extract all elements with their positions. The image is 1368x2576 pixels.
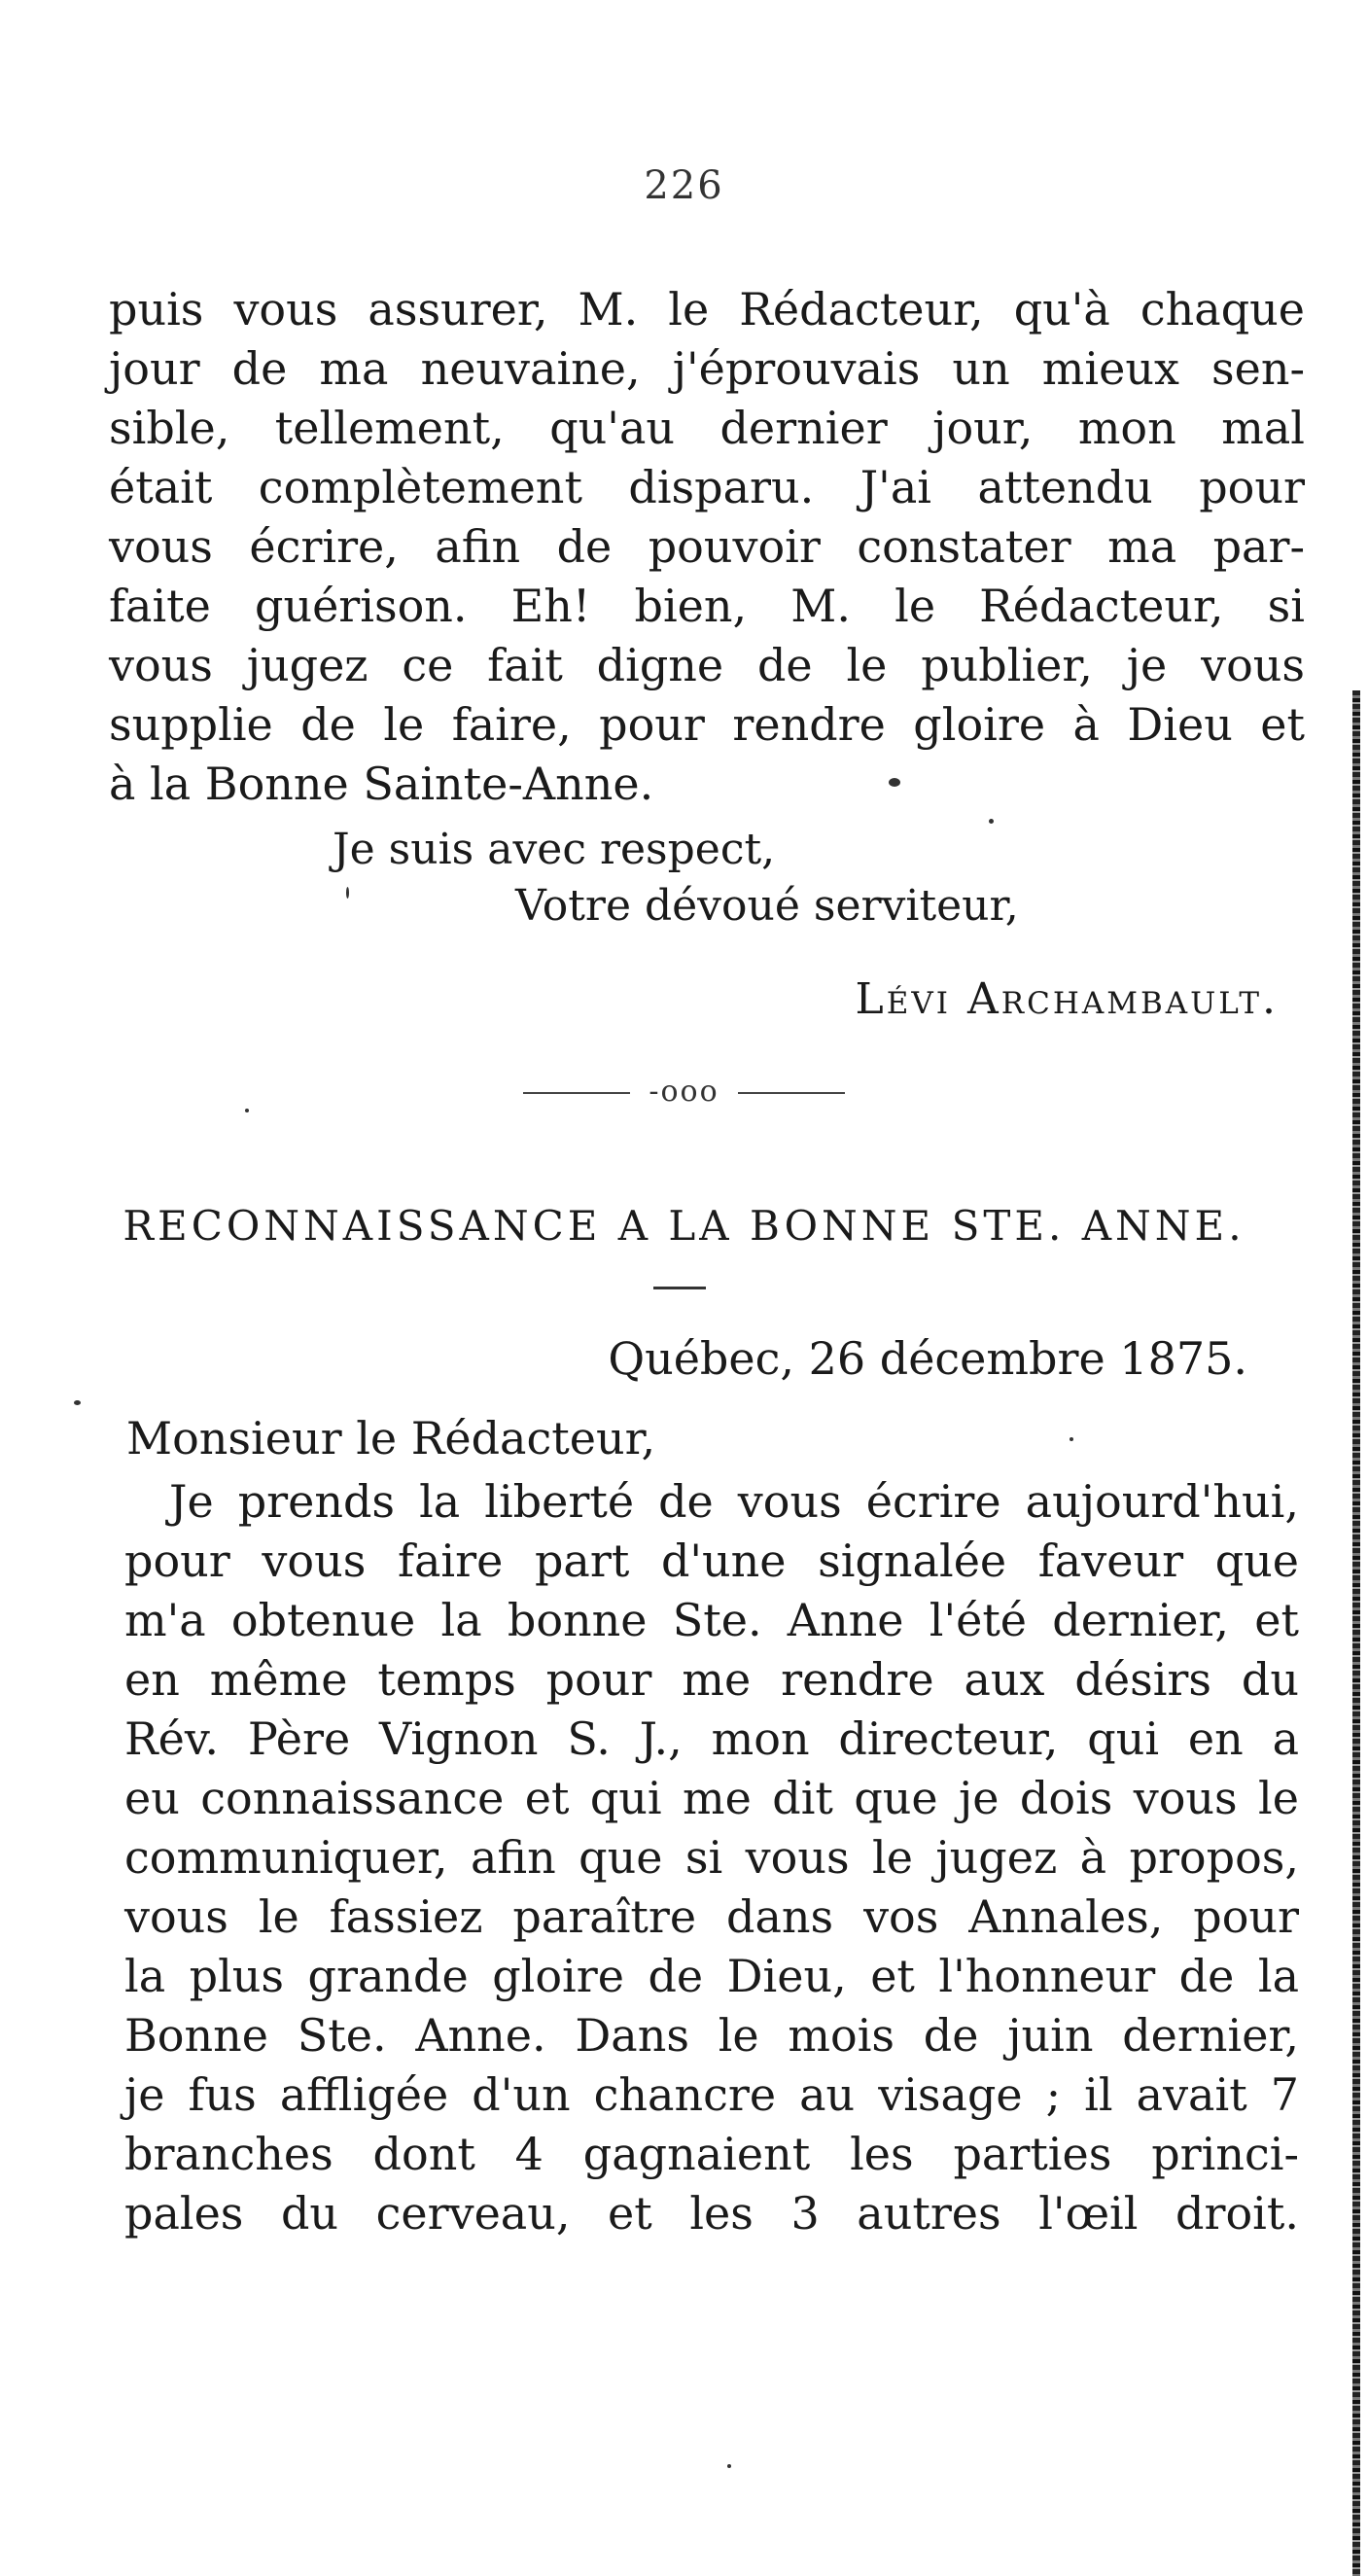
paragraph-2 (124, 1472, 1299, 2243)
text-line: sible, tellement, qu'au dernier jour, mon mal (109, 402, 1305, 454)
text-line: supplie de le faire, pour rendre gloire à Dieu et (109, 698, 1305, 751)
page-edge-border (1352, 690, 1360, 2576)
text-line: faite guérison. Eh! bien, M. le Rédacteur, si (109, 580, 1305, 632)
text-line: pales du cerveau, et les 3 autres l'œil droit. (124, 2187, 1299, 2240)
text-line: jour de ma neuvaine, j'éprouvais un mieux sen- (109, 342, 1305, 395)
text-line: m'a obtenue la bonne Ste. Anne l'été dernier, et (124, 1594, 1299, 1646)
paragraph-1 (109, 280, 1305, 814)
section-separator (0, 1075, 1368, 1109)
print-speck (1070, 1437, 1073, 1441)
closing-line: Votre dévoué serviteur, (515, 881, 1019, 931)
text-line: était complètement disparu. J'ai attendu pour (109, 461, 1305, 513)
text-line: vous le fassiez paraître dans vos Annales, pour (124, 1890, 1299, 1943)
print-speck (346, 887, 349, 899)
closing-line: Je suis avec respect, (333, 825, 776, 874)
text-line: vous jugez ce fait digne de le publier, je vous (109, 639, 1305, 691)
separator-dash-right (738, 1092, 845, 1094)
print-speck (727, 2464, 731, 2468)
print-speck (889, 778, 900, 787)
page-number: 226 (644, 163, 724, 208)
signature: Lévi Archambault. (855, 974, 1279, 1024)
print-speck (989, 819, 994, 824)
text-line: la plus grande gloire de Dieu, et l'honneur de la (124, 1950, 1299, 2002)
print-speck (245, 1109, 249, 1112)
text-line: Je prends la liberté de vous écrire aujourd'hui, (169, 1475, 1299, 1528)
salutation: Monsieur le Rédacteur, (126, 1412, 656, 1464)
text-line: eu connaissance et qui me dit que je dois vous le (124, 1772, 1299, 1824)
text-line: branches dont 4 gagnaient les parties princi- (124, 2128, 1299, 2180)
text-line: Rév. Père Vignon S. J., mon directeur, qui en a (124, 1712, 1299, 1765)
print-speck (74, 1400, 81, 1405)
separator-ornament: -ooo (649, 1075, 719, 1109)
text-line: en même temps pour me rendre aux désirs du (124, 1653, 1299, 1706)
text-line: vous écrire, afin de pouvoir constater ma par- (109, 520, 1305, 573)
text-line: communiquer, afin que si vous le jugez à propos, (124, 1831, 1299, 1884)
separator-dash-left (523, 1092, 630, 1094)
text-line: pour vous faire part d'une signalée faveur que (124, 1535, 1299, 1587)
text-line: puis vous assurer, M. le Rédacteur, qu'à chaque (109, 283, 1305, 335)
section-title: RECONNAISSANCE A LA BONNE STE. ANNE. (123, 1202, 1245, 1250)
text-line: à la Bonne Sainte-Anne. (109, 758, 654, 810)
text-line: je fus affligée d'un chancre au visage ; il avait 7 (124, 2068, 1299, 2121)
text-line: Bonne Ste. Anne. Dans le mois de juin dernier, (124, 2009, 1299, 2062)
dateline: Québec, 26 décembre 1875. (608, 1332, 1247, 1385)
title-rule (653, 1287, 706, 1289)
